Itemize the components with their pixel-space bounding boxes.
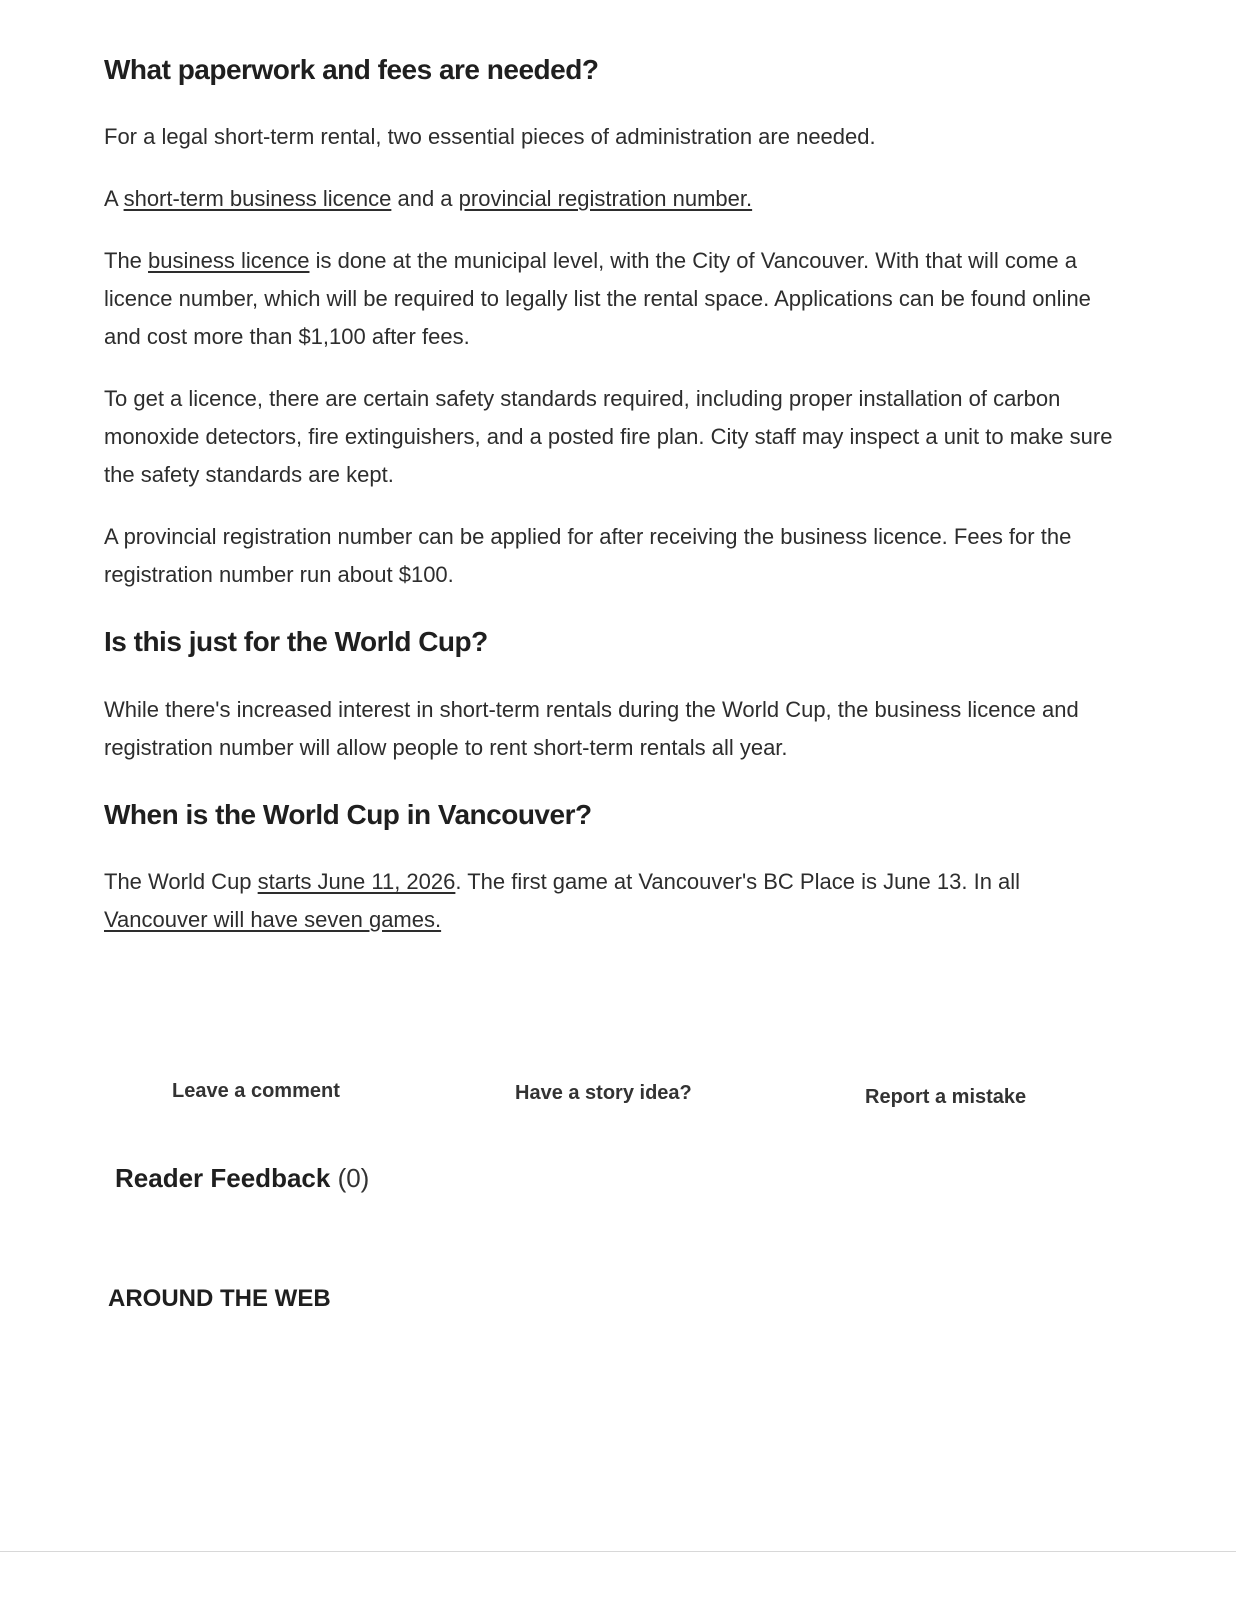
paragraph [104,180,1124,218]
section-heading-world-cup: Is this just for the World Cup? [104,626,488,658]
provincial-registration-number-link[interactable]: provincial registration number. [458,186,753,212]
paragraph [104,242,1124,356]
reader-feedback-heading [115,1163,369,1194]
paragraph-text: To get a licence, there are certain safety standards required, including proper installation of carbon monoxide detectors, fire extinguishers, and a posted fire plan. City staff may inspect a unit to make sure the safety standards are kept. [104,386,1113,488]
business-licence-link[interactable]: business licence [148,248,310,274]
paragraph-text: The World Cup [104,869,258,895]
page-divider [0,1551,1236,1552]
reader-feedback-count: (0) [337,1163,370,1193]
paragraph [104,691,1124,767]
paragraph-text: and a [391,186,459,212]
paragraph-text: A provincial registration number can be applied for after receiving the business licence. Fees for the registration number run about $100. [104,524,1072,588]
paragraph-text: is done at the municipal level, with the City of Vancouver. With that will come a licence number, which will be required to legally list the rental space. Applications can be found online and cost more than $1,100 after fees. [104,248,1091,350]
paragraph-text: For a legal short-term rental, two essential pieces of administration are needed. [104,124,876,150]
paragraph [104,118,1124,156]
leave-comment-button[interactable]: Leave a comment [172,1080,340,1102]
section-heading-paperwork: What paperwork and fees are needed? [104,54,599,85]
paragraph-text: While there's increased interest in short-term rentals during the World Cup, the business licence and registration number will allow people to rent short-term rentals all year. [104,696,1079,760]
starts-june-link[interactable]: starts June 11, 2026 [257,869,456,895]
paragraph-text: . The first game at Vancouver's BC Place is June 13. In all [455,869,1021,895]
paragraph [104,380,1124,494]
paragraph-text: The [104,248,149,274]
article-body [104,52,1124,963]
report-mistake-button[interactable]: Report a mistake [865,1086,1027,1108]
reader-feedback-title: Reader Feedback [115,1163,331,1193]
feedback-actions [0,1080,1236,1120]
paragraph [104,863,1124,939]
paragraph [104,518,1124,594]
section-heading-when-world-cup: When is the World Cup in Vancouver? [104,798,592,830]
story-idea-button[interactable]: Have a story idea? [515,1082,692,1104]
paragraph-text: A [104,186,124,212]
around-the-web-heading: AROUND THE WEB [108,1285,331,1312]
seven-games-link[interactable]: Vancouver will have seven games. [104,907,442,933]
short-term-business-licence-link[interactable]: short-term business licence [123,186,392,212]
